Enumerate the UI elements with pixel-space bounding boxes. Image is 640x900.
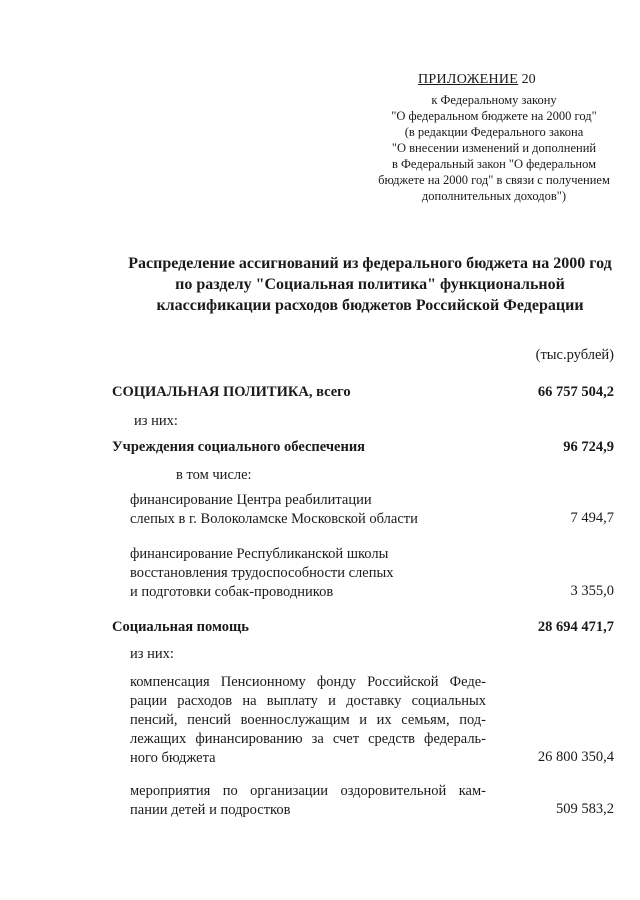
row-label: в том числе: xyxy=(176,467,252,483)
row-school xyxy=(0,545,640,603)
row-value: 509 583,2 xyxy=(556,801,614,817)
row-label: Социальная помощь xyxy=(112,619,249,635)
label-line: восстановления трудоспособности слепых xyxy=(130,565,394,581)
row-value: 96 724,9 xyxy=(563,439,614,455)
annex-line: в Федеральный закон "О федеральном xyxy=(391,157,597,171)
row-value: 66 757 504,2 xyxy=(537,384,614,400)
row-label: из них: xyxy=(134,413,178,429)
annex-line: "О внесении изменений и дополнений xyxy=(391,141,597,155)
row-value: 28 694 471,7 xyxy=(537,619,614,635)
annex-word: ПРИЛОЖЕНИЕ xyxy=(418,72,519,87)
row-label xyxy=(130,491,418,529)
row-label xyxy=(130,673,486,768)
row-pension-fund xyxy=(0,673,640,769)
annex-heading xyxy=(418,72,536,88)
row-value: 7 494,7 xyxy=(570,510,614,526)
label-line: финансирование Центра реабилитации xyxy=(130,492,372,508)
label-line: финансирование Республиканской школы xyxy=(130,546,389,562)
label-line: пенсий, пенсий военнослужащим и их семьям, под- xyxy=(130,712,486,728)
units-label: (тыс.рублей) xyxy=(535,347,614,363)
label-line: рации расходов на выплату и доставку социальных xyxy=(130,693,486,709)
annex-line: (в редакции Федерального закона xyxy=(404,125,584,139)
row-label: Учреждения социального обеспечения xyxy=(112,439,366,455)
document-title xyxy=(120,253,620,316)
annex-line: "О федеральном бюджете на 2000 год" xyxy=(391,109,597,123)
row-value: 3 355,0 xyxy=(570,583,614,599)
row-label: СОЦИАЛЬНАЯ ПОЛИТИКА, всего xyxy=(112,384,351,400)
title-line: по разделу "Социальная политика" функциональной xyxy=(175,276,565,293)
label-line: лежащих финансированию за счет средств федераль- xyxy=(130,731,486,747)
row-rehab-center xyxy=(0,491,640,531)
label-line: компенсация Пенсионному фонду Российской Феде- xyxy=(130,674,486,690)
label-line: и подготовки собак-проводников xyxy=(130,584,334,600)
row-label xyxy=(130,782,486,820)
label-line: пании детей и подростков xyxy=(130,802,291,818)
row-health-campaign xyxy=(0,782,640,822)
label-line: слепых в г. Волоколамске Московской области xyxy=(130,511,418,527)
annex-number: 20 xyxy=(521,72,536,87)
annex-line: к Федеральному закону xyxy=(431,93,557,107)
annex-line: бюджете на 2000 год" в связи с получением xyxy=(378,173,610,187)
label-line: мероприятия по организации оздоровительной кам- xyxy=(130,783,486,799)
row-label: из них: xyxy=(130,646,174,662)
row-value: 26 800 350,4 xyxy=(537,749,614,765)
label-line: ного бюджета xyxy=(130,750,216,766)
annex-reference xyxy=(378,92,610,204)
title-line: Распределение ассигнований из федерального бюджета на 2000 год xyxy=(128,255,612,272)
annex-line: дополнительных доходов") xyxy=(421,189,567,203)
row-label xyxy=(130,545,394,602)
title-line: классификации расходов бюджетов Российской Федерации xyxy=(156,297,584,314)
